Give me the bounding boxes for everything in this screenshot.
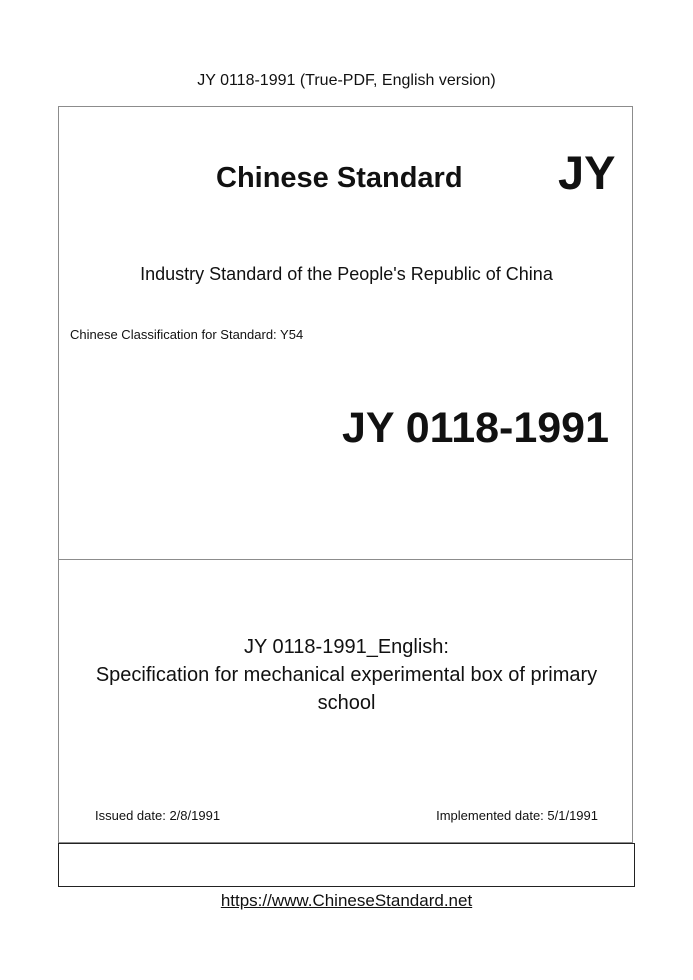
classification-line: Chinese Classification for Standard: Y54 (70, 327, 304, 342)
standard-title-line2: Specification for mechanical experimental box of primary school (95, 664, 598, 714)
issued-date: Issued date: 2/8/1991 (95, 808, 221, 823)
standard-title-line1: JY 0118-1991_English: (244, 636, 449, 658)
cover-title: Chinese Standard (216, 162, 463, 194)
industry-standard-line: Industry Standard of the People's Republic of China (140, 264, 553, 284)
cover-bottom-frame (58, 843, 635, 887)
document-header: JY 0118-1991 (True-PDF, English version) (197, 72, 496, 89)
standard-title (80, 633, 613, 717)
standard-number: JY 0118-1991 (341, 404, 609, 452)
footer (0, 891, 693, 911)
implemented-date: Implemented date: 5/1/1991 (436, 808, 598, 823)
cover-code-prefix: JY (558, 146, 616, 199)
website-link[interactable]: https://www.ChineseStandard.net (220, 891, 473, 910)
